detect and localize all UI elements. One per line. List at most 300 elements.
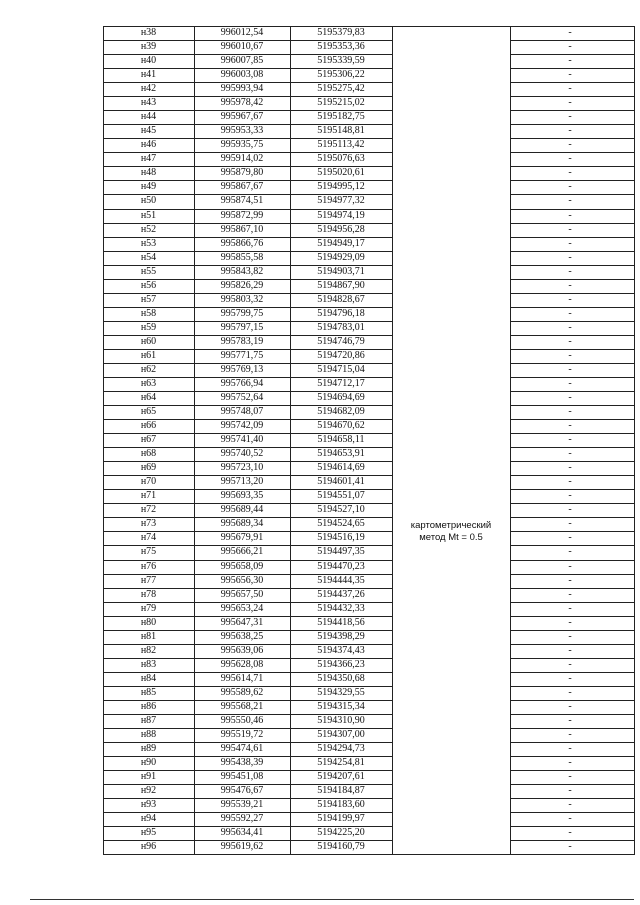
- table-row: [103, 26, 635, 40]
- table-row: [103, 391, 635, 405]
- x-coordinate-cell: 996007,85: [220, 55, 264, 67]
- point-cell: н89: [140, 743, 157, 755]
- y-coordinate-cell: 5194366,23: [317, 658, 365, 670]
- y-coordinate-cell: 5194418,56: [317, 616, 365, 628]
- table-row: [103, 784, 635, 798]
- table-row: [103, 152, 635, 166]
- dash-cell: -: [568, 448, 572, 460]
- point-cell: н95: [140, 827, 157, 839]
- table-row: [103, 644, 635, 658]
- x-coordinate-cell: 995766,94: [220, 378, 264, 389]
- dash-cell: -: [568, 771, 572, 783]
- dash-cell: -: [568, 729, 572, 740]
- y-coordinate-cell: 5194183,60: [317, 799, 365, 811]
- point-cell: н66: [140, 420, 157, 432]
- dash-cell: -: [568, 841, 572, 853]
- x-coordinate-cell: 995799,75: [220, 307, 264, 319]
- y-coordinate-cell: 5194444,35: [317, 574, 365, 586]
- x-coordinate-cell: 995855,58: [220, 251, 264, 263]
- table-row: [103, 840, 635, 854]
- point-cell: н75: [140, 546, 157, 558]
- table-row: [103, 223, 635, 237]
- x-coordinate-cell: 995451,08: [220, 771, 264, 783]
- point-cell: н54: [140, 251, 157, 263]
- table-row: [103, 517, 635, 531]
- dash-cell: -: [568, 785, 572, 797]
- y-coordinate-cell: 5194207,61: [317, 771, 365, 783]
- point-cell: н91: [140, 771, 157, 783]
- x-coordinate-cell: 995803,32: [220, 293, 264, 305]
- point-cell: н70: [140, 476, 157, 488]
- y-coordinate-cell: 5194995,12: [317, 181, 365, 193]
- x-coordinate-cell: 995639,06: [220, 644, 264, 656]
- x-coordinate-cell: 995539,21: [220, 799, 264, 811]
- dash-cell: -: [568, 490, 572, 502]
- point-cell: н49: [140, 181, 157, 193]
- table-row: [103, 194, 635, 208]
- point-cell: н64: [140, 392, 157, 404]
- table-row: [103, 574, 635, 588]
- table-row: [103, 335, 635, 349]
- y-coordinate-cell: 5194551,07: [317, 490, 365, 502]
- y-coordinate-cell: 5194307,00: [317, 729, 365, 740]
- dash-cell: -: [568, 195, 572, 207]
- table-row: [103, 489, 635, 503]
- accuracy-method-note: [392, 520, 510, 544]
- table-row: [103, 728, 635, 742]
- table-row: [103, 279, 635, 293]
- dash-cell: -: [568, 672, 572, 684]
- point-cell: н59: [140, 321, 157, 333]
- point-cell: н43: [140, 97, 157, 109]
- dash-cell: -: [568, 602, 572, 614]
- point-cell: н72: [140, 504, 157, 516]
- x-coordinate-cell: 995657,50: [220, 588, 264, 600]
- x-coordinate-cell: 995474,61: [220, 743, 264, 755]
- x-coordinate-cell: 995619,62: [220, 841, 264, 853]
- dash-cell: -: [568, 714, 572, 726]
- table-row: [103, 265, 635, 279]
- x-coordinate-cell: 995438,39: [220, 757, 264, 769]
- x-coordinate-cell: 995967,67: [220, 111, 264, 123]
- x-coordinate-cell: 995783,19: [220, 335, 264, 347]
- table-row: [103, 672, 635, 686]
- point-cell: н84: [140, 672, 157, 684]
- x-coordinate-cell: 995797,15: [220, 321, 264, 333]
- point-cell: н58: [140, 307, 157, 319]
- dash-cell: -: [568, 378, 572, 389]
- dash-cell: -: [568, 349, 572, 361]
- x-coordinate-cell: 995879,80: [220, 167, 264, 179]
- table-row: [103, 124, 635, 138]
- dash-cell: -: [568, 462, 572, 474]
- x-coordinate-cell: 996010,67: [220, 41, 264, 53]
- point-cell: н82: [140, 644, 157, 656]
- point-cell: н45: [140, 125, 157, 137]
- point-cell: н68: [140, 448, 157, 460]
- dash-cell: -: [568, 27, 572, 38]
- point-cell: н44: [140, 111, 157, 123]
- table-row: [103, 349, 635, 363]
- y-coordinate-cell: 5194828,67: [317, 293, 365, 305]
- point-cell: н40: [140, 55, 157, 67]
- point-cell: н76: [140, 560, 157, 572]
- dash-cell: -: [568, 434, 572, 446]
- x-coordinate-cell: 995771,75: [220, 349, 264, 361]
- x-coordinate-cell: 995634,41: [220, 827, 264, 839]
- y-coordinate-cell: 5194929,09: [317, 251, 365, 263]
- dash-cell: -: [568, 97, 572, 109]
- dash-cell: -: [568, 799, 572, 811]
- dash-cell: -: [568, 546, 572, 558]
- point-cell: н65: [140, 406, 157, 418]
- y-coordinate-cell: 5195113,42: [317, 139, 365, 151]
- table-row: [103, 812, 635, 826]
- table-row: [103, 166, 635, 180]
- point-cell: н61: [140, 349, 157, 361]
- table-row: [103, 742, 635, 756]
- table-row: [103, 475, 635, 489]
- x-coordinate-cell: 995638,25: [220, 630, 264, 642]
- x-coordinate-cell: 995752,64: [220, 392, 264, 404]
- x-coordinate-cell: 995693,35: [220, 490, 264, 502]
- dash-cell: -: [568, 686, 572, 698]
- point-cell: н47: [140, 153, 157, 165]
- point-cell: н42: [140, 83, 157, 95]
- x-coordinate-cell: 995826,29: [220, 279, 264, 291]
- point-cell: н38: [140, 27, 157, 38]
- dash-cell: -: [568, 251, 572, 263]
- coordinates-table: [103, 26, 635, 869]
- y-coordinate-cell: 5195275,42: [317, 83, 365, 95]
- x-coordinate-cell: 995723,10: [220, 462, 264, 474]
- y-coordinate-cell: 5194949,17: [317, 237, 365, 249]
- table-row: [103, 321, 635, 335]
- y-coordinate-cell: 5194310,90: [317, 714, 365, 726]
- dash-cell: -: [568, 574, 572, 586]
- x-coordinate-cell: 995519,72: [220, 729, 264, 740]
- point-cell: н90: [140, 757, 157, 769]
- table-row: [103, 68, 635, 82]
- table-row: [103, 40, 635, 54]
- point-cell: н41: [140, 69, 157, 81]
- x-coordinate-cell: 995713,20: [220, 476, 264, 488]
- dash-cell: -: [568, 125, 572, 137]
- table-row: [103, 96, 635, 110]
- dash-cell: -: [568, 518, 572, 530]
- dash-cell: -: [568, 616, 572, 628]
- point-cell: н81: [140, 630, 157, 642]
- point-cell: н52: [140, 223, 157, 235]
- dash-cell: -: [568, 181, 572, 193]
- dash-cell: -: [568, 293, 572, 305]
- x-coordinate-cell: 995866,76: [220, 237, 264, 249]
- x-coordinate-cell: 995550,46: [220, 714, 264, 726]
- x-coordinate-cell: 995993,94: [220, 83, 264, 95]
- dash-cell: -: [568, 757, 572, 769]
- dash-cell: -: [568, 279, 572, 291]
- point-cell: н57: [140, 293, 157, 305]
- y-coordinate-cell: 5194974,19: [317, 209, 365, 221]
- table-row: [103, 461, 635, 475]
- table-row: [103, 110, 635, 124]
- x-coordinate-cell: 995867,10: [220, 223, 264, 235]
- x-coordinate-cell: 995978,42: [220, 97, 264, 109]
- x-coordinate-cell: 995592,27: [220, 813, 264, 825]
- point-cell: н92: [140, 785, 157, 797]
- y-coordinate-cell: 5194682,09: [317, 406, 365, 418]
- y-coordinate-cell: 5195020,61: [317, 167, 365, 179]
- x-coordinate-cell: 995843,82: [220, 265, 264, 277]
- x-coordinate-cell: 995748,07: [220, 406, 264, 418]
- dash-cell: -: [568, 307, 572, 319]
- dash-cell: -: [568, 69, 572, 81]
- y-coordinate-cell: 5194294,73: [317, 743, 365, 755]
- table-row: [103, 251, 635, 265]
- y-coordinate-cell: 5194527,10: [317, 504, 365, 516]
- x-coordinate-cell: 995867,67: [220, 181, 264, 193]
- x-coordinate-cell: 996003,08: [220, 69, 264, 81]
- x-coordinate-cell: 995658,09: [220, 560, 264, 572]
- method-line-1: картометрический: [410, 520, 492, 531]
- y-coordinate-cell: 5194199,97: [317, 813, 365, 825]
- y-coordinate-cell: 5194720,86: [317, 349, 365, 361]
- point-cell: н60: [140, 335, 157, 347]
- dash-cell: -: [568, 504, 572, 516]
- table-row: [103, 560, 635, 574]
- table-row: [103, 616, 635, 630]
- y-coordinate-cell: 5194254,81: [317, 757, 365, 769]
- point-cell: н62: [140, 363, 157, 375]
- x-coordinate-cell: 995741,40: [220, 434, 264, 446]
- x-coordinate-cell: 995742,09: [220, 420, 264, 432]
- table-row: [103, 602, 635, 616]
- dash-cell: -: [568, 55, 572, 67]
- y-coordinate-cell: 5194956,28: [317, 223, 365, 235]
- point-cell: н56: [140, 279, 157, 291]
- point-cell: н55: [140, 265, 157, 277]
- table-row: [103, 756, 635, 770]
- dash-cell: -: [568, 476, 572, 488]
- dash-cell: -: [568, 532, 572, 544]
- x-coordinate-cell: 995628,08: [220, 658, 264, 670]
- table-row: [103, 503, 635, 517]
- y-coordinate-cell: 5194398,29: [317, 630, 365, 642]
- point-cell: н69: [140, 462, 157, 474]
- y-coordinate-cell: 5194746,79: [317, 335, 365, 347]
- x-coordinate-cell: 995689,34: [220, 518, 264, 530]
- point-cell: н67: [140, 434, 157, 446]
- y-coordinate-cell: 5194225,20: [317, 827, 365, 839]
- table-row: [103, 54, 635, 68]
- y-coordinate-cell: 5195215,02: [317, 97, 365, 109]
- dash-cell: -: [568, 392, 572, 404]
- point-cell: н80: [140, 616, 157, 628]
- x-coordinate-cell: 995589,62: [220, 686, 264, 698]
- point-cell: н83: [140, 658, 157, 670]
- x-coordinate-cell: 995769,13: [220, 363, 264, 375]
- y-coordinate-cell: 5194658,11: [317, 434, 365, 446]
- x-coordinate-cell: 995653,24: [220, 602, 264, 614]
- table-row: [103, 770, 635, 784]
- x-coordinate-cell: 995656,30: [220, 574, 264, 586]
- dash-cell: -: [568, 630, 572, 642]
- dash-cell: -: [568, 139, 572, 151]
- dash-cell: -: [568, 700, 572, 712]
- y-coordinate-cell: 5194712,17: [317, 378, 365, 389]
- dash-cell: -: [568, 41, 572, 53]
- method-line-2: метод Mt = 0.5: [419, 532, 483, 543]
- table-row: [103, 377, 635, 391]
- point-cell: н39: [140, 41, 157, 53]
- y-coordinate-cell: 5194614,69: [317, 462, 365, 474]
- y-coordinate-cell: 5194329,55: [317, 686, 365, 698]
- point-cell: н93: [140, 799, 157, 811]
- dash-cell: -: [568, 167, 572, 179]
- table-row: [103, 588, 635, 602]
- y-coordinate-cell: 5194694,69: [317, 392, 365, 404]
- point-cell: н94: [140, 813, 157, 825]
- y-coordinate-cell: 5194653,91: [317, 448, 365, 460]
- dash-cell: -: [568, 209, 572, 221]
- point-cell: н50: [140, 195, 157, 207]
- dash-cell: -: [568, 560, 572, 572]
- y-coordinate-cell: 5194903,71: [317, 265, 365, 277]
- y-coordinate-cell: 5195339,59: [317, 55, 365, 67]
- y-coordinate-cell: 5194670,62: [317, 420, 365, 432]
- dash-cell: -: [568, 83, 572, 95]
- x-coordinate-cell: 995666,21: [220, 546, 264, 558]
- table-row: [103, 405, 635, 419]
- table-row: [103, 180, 635, 194]
- dash-cell: -: [568, 321, 572, 333]
- point-cell: н78: [140, 588, 157, 600]
- dash-cell: -: [568, 658, 572, 670]
- table-row: [103, 826, 635, 840]
- dash-cell: -: [568, 335, 572, 347]
- y-coordinate-cell: 5194350,68: [317, 672, 365, 684]
- x-coordinate-cell: 995740,52: [220, 448, 264, 460]
- point-cell: н88: [140, 729, 157, 740]
- y-coordinate-cell: 5195379,83: [317, 27, 365, 38]
- dash-cell: -: [568, 827, 572, 839]
- table-row: [103, 237, 635, 251]
- y-coordinate-cell: 5194867,90: [317, 279, 365, 291]
- y-coordinate-cell: 5194184,87: [317, 785, 365, 797]
- y-coordinate-cell: 5194601,41: [317, 476, 365, 488]
- point-cell: н73: [140, 518, 157, 530]
- table-row: [103, 714, 635, 728]
- dash-cell: -: [568, 743, 572, 755]
- table-row: [103, 138, 635, 152]
- y-coordinate-cell: 5195148,81: [317, 125, 365, 137]
- y-coordinate-cell: 5194374,43: [317, 644, 365, 656]
- point-cell: н51: [140, 209, 157, 221]
- point-cell: н87: [140, 714, 157, 726]
- dash-cell: -: [568, 153, 572, 165]
- x-coordinate-cell: 995935,75: [220, 139, 264, 151]
- y-coordinate-cell: 5195076,63: [317, 153, 365, 165]
- dash-cell: -: [568, 420, 572, 432]
- point-cell: н86: [140, 700, 157, 712]
- table-row: [103, 700, 635, 714]
- x-coordinate-cell: 995914,02: [220, 153, 264, 165]
- y-coordinate-cell: 5194516,19: [317, 532, 365, 544]
- dash-cell: -: [568, 111, 572, 123]
- point-cell: н74: [140, 532, 157, 544]
- y-coordinate-cell: 5194437,26: [317, 588, 365, 600]
- y-coordinate-cell: 5194783,01: [317, 321, 365, 333]
- table-row: [103, 447, 635, 461]
- point-cell: н63: [140, 378, 157, 389]
- table-row: [103, 658, 635, 672]
- table-row: [103, 545, 635, 559]
- y-coordinate-cell: 5194470,23: [317, 560, 365, 572]
- y-coordinate-cell: 5194524,65: [317, 518, 365, 530]
- dash-cell: -: [568, 223, 572, 235]
- point-cell: н79: [140, 602, 157, 614]
- x-coordinate-cell: 995614,71: [220, 672, 264, 684]
- dash-cell: -: [568, 588, 572, 600]
- table-row: [103, 630, 635, 644]
- y-coordinate-cell: 5194432,33: [317, 602, 365, 614]
- page-bottom-rule: [30, 899, 634, 900]
- table-row: [103, 419, 635, 433]
- table-row: [103, 686, 635, 700]
- point-cell: н71: [140, 490, 157, 502]
- point-cell: н85: [140, 686, 157, 698]
- dash-cell: -: [568, 406, 572, 418]
- y-coordinate-cell: 5195306,22: [317, 69, 365, 81]
- dash-cell: -: [568, 265, 572, 277]
- dash-cell: -: [568, 644, 572, 656]
- x-coordinate-cell: 996012,54: [220, 27, 264, 38]
- point-cell: н53: [140, 237, 157, 249]
- table-row: [103, 363, 635, 377]
- point-cell: н96: [140, 841, 157, 853]
- x-coordinate-cell: 995476,67: [220, 785, 264, 797]
- point-cell: н46: [140, 139, 157, 151]
- dash-cell: -: [568, 363, 572, 375]
- dash-cell: -: [568, 237, 572, 249]
- y-coordinate-cell: 5195353,36: [317, 41, 365, 53]
- table-row: [103, 307, 635, 321]
- table-row: [103, 293, 635, 307]
- y-coordinate-cell: 5194160,79: [317, 841, 365, 853]
- x-coordinate-cell: 995872,99: [220, 209, 264, 221]
- x-coordinate-cell: 995647,31: [220, 616, 264, 628]
- dash-cell: -: [568, 813, 572, 825]
- table-row: [103, 531, 635, 545]
- y-coordinate-cell: 5195182,75: [317, 111, 365, 123]
- point-cell: н77: [140, 574, 157, 586]
- x-coordinate-cell: 995679,91: [220, 532, 264, 544]
- y-coordinate-cell: 5194977,32: [317, 195, 365, 207]
- table-row: [103, 209, 635, 223]
- x-coordinate-cell: 995568,21: [220, 700, 264, 712]
- x-coordinate-cell: 995953,33: [220, 125, 264, 137]
- y-coordinate-cell: 5194715,04: [317, 363, 365, 375]
- table-row: [103, 433, 635, 447]
- table-row: [103, 798, 635, 812]
- y-coordinate-cell: 5194796,18: [317, 307, 365, 319]
- y-coordinate-cell: 5194315,34: [317, 700, 365, 712]
- table-row: [103, 82, 635, 96]
- y-coordinate-cell: 5194497,35: [317, 546, 365, 558]
- x-coordinate-cell: 995689,44: [220, 504, 264, 516]
- x-coordinate-cell: 995874,51: [220, 195, 264, 207]
- point-cell: н48: [140, 167, 157, 179]
